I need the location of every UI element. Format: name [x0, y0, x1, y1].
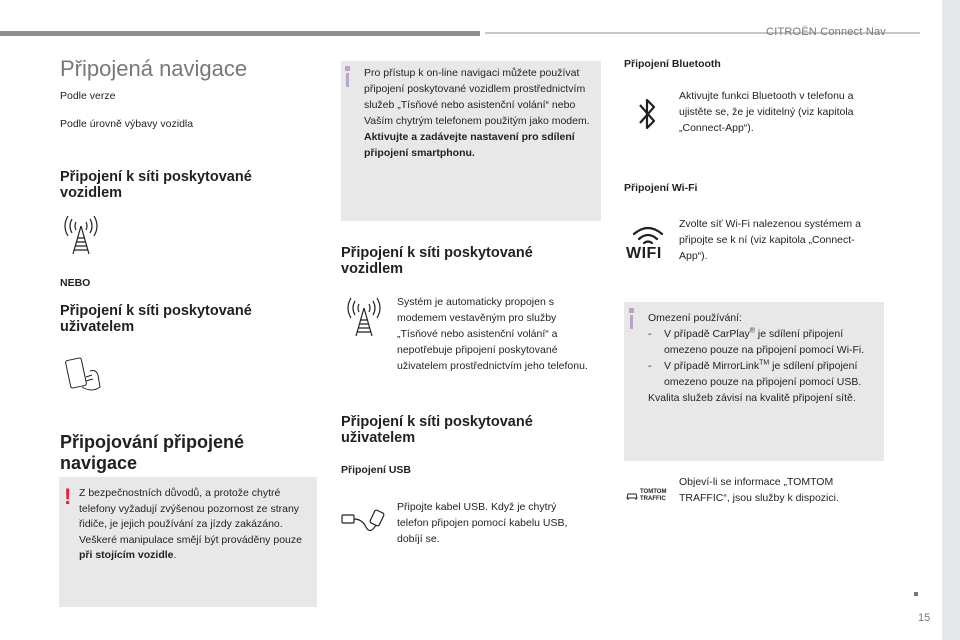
list-dash: -	[648, 328, 652, 340]
bluetooth-text: Aktivujte funkci Bluetooth v telefonu a ujistěte se, že je viditelný (viz kapitola „Connect-App“).	[679, 90, 854, 134]
info-text-online-navigation	[364, 65, 594, 161]
list-dash: -	[648, 360, 652, 372]
vehicle-network-heading: Připojení k síti poskytované vozidlem	[60, 169, 252, 201]
antenna-icon	[347, 296, 381, 338]
info-text-main: Pro přístup k on-line navigaci můžete používat připojení poskytované vozidlem prostřednictvím služeb „Tísňové nebo asistenční volání“ nebo Vaším chytrým telefonem použitým jako modem.	[364, 67, 590, 127]
vehicle-network-text: Systém je automaticky propojen s modemem vestavěným pro služby „Tísňové nebo asistenční volání“ a nepotřebuje připojení poskytované uživatelem prostřednictvím jeho telefonu.	[397, 296, 588, 372]
antenna-icon	[64, 214, 98, 256]
list-item-text	[664, 358, 880, 390]
header-rule	[0, 31, 480, 36]
usage-limits-text	[648, 310, 880, 406]
list-item	[648, 358, 880, 390]
section-title: CITROËN Connect Nav	[766, 26, 886, 38]
car-icon	[626, 490, 638, 502]
wifi-text: Zvolte síť Wi-Fi nalezenou systémem a připojte se k ní (viz kapitola „Connect-App“).	[679, 218, 861, 262]
phone-hand-icon	[62, 357, 106, 395]
wifi-waves	[626, 224, 670, 246]
warning-text-line1: Z bezpečnostních důvodů, a protože chytré telefony vyžadují zvýšenou pozornost ze strany řidiče, je jejich používání za jízdy zakázáno.	[79, 487, 300, 530]
tomtom-text: Objeví-li se informace „TOMTOM TRAFFIC“, jsou služby k dispozici.	[679, 476, 839, 504]
middle-vehicle-network-heading: Připojení k síti poskytované vozidlem	[341, 245, 533, 277]
tomtom-logo-line1: TOMTOM	[640, 489, 667, 495]
bluetooth-label: Připojení Bluetooth	[624, 58, 721, 70]
wifi-icon-text: WIFI	[626, 245, 662, 262]
warning-text	[79, 486, 309, 564]
page-title: Připojená navigace	[60, 56, 248, 81]
tomtom-logo-line2: TRAFFIC	[640, 496, 666, 502]
page-edge-strip	[942, 0, 960, 640]
wifi-label: Připojení Wi-Fi	[624, 182, 698, 194]
connecting-heading: Připojování připojené navigace	[60, 432, 245, 473]
or-label: NEBO	[60, 277, 91, 289]
page-marker	[914, 592, 918, 596]
info-icon	[345, 64, 351, 87]
info-text-bold: Aktivujte a zadávejte nastavení pro sdílení připojení smartphonu.	[364, 131, 575, 159]
middle-user-network-heading: Připojení k síti poskytované uživatelem	[341, 414, 533, 446]
tomtom-traffic-icon	[626, 488, 674, 506]
quality-text: Kvalita služeb závisí na kvalitě připojení sítě.	[648, 392, 856, 404]
warning-text2-suffix: .	[173, 549, 177, 561]
by-equipment-note: Podle úrovně výbavy vozidla	[60, 118, 194, 130]
trademark-mark: TM	[759, 359, 770, 367]
bluetooth-icon	[636, 96, 658, 132]
tomtom-logo-text	[640, 489, 666, 503]
usb-text: Připojte kabel USB. Když je chytrý telefon připojen pomocí kabelu USB, dobíjí se.	[397, 501, 568, 545]
mirrorlink-text-a: V případě MirrorLink	[664, 360, 760, 372]
warning-text2-prefix: Veškeré manipulace smějí být prováděny pouze	[79, 533, 302, 546]
usb-label: Připojení USB	[341, 464, 412, 476]
page-number: 15	[918, 612, 931, 624]
info-icon	[629, 306, 635, 329]
warning-icon: !	[64, 484, 72, 509]
usb-cable-icon	[340, 505, 386, 539]
registered-mark: ®	[749, 327, 755, 335]
carplay-text-b: je sdílení připojení omezeno pouze na připojení pomocí Wi-Fi.	[664, 328, 865, 356]
usage-limits-title: Omezení používání:	[648, 312, 742, 324]
warning-text-line2	[79, 533, 309, 564]
by-version-note: Podle verze	[60, 90, 116, 102]
user-network-heading: Připojení k síti poskytované uživatelem	[60, 303, 252, 335]
mirrorlink-text-b: je sdílení připojení omezeno pouze na připojení pomocí USB.	[664, 360, 862, 388]
carplay-text-a: V případě CarPlay	[664, 328, 750, 340]
warning-text2-bold: při stojícím vozidle	[79, 549, 174, 561]
list-item-text	[664, 326, 880, 358]
list-item	[648, 326, 880, 358]
wifi-icon	[626, 224, 670, 262]
